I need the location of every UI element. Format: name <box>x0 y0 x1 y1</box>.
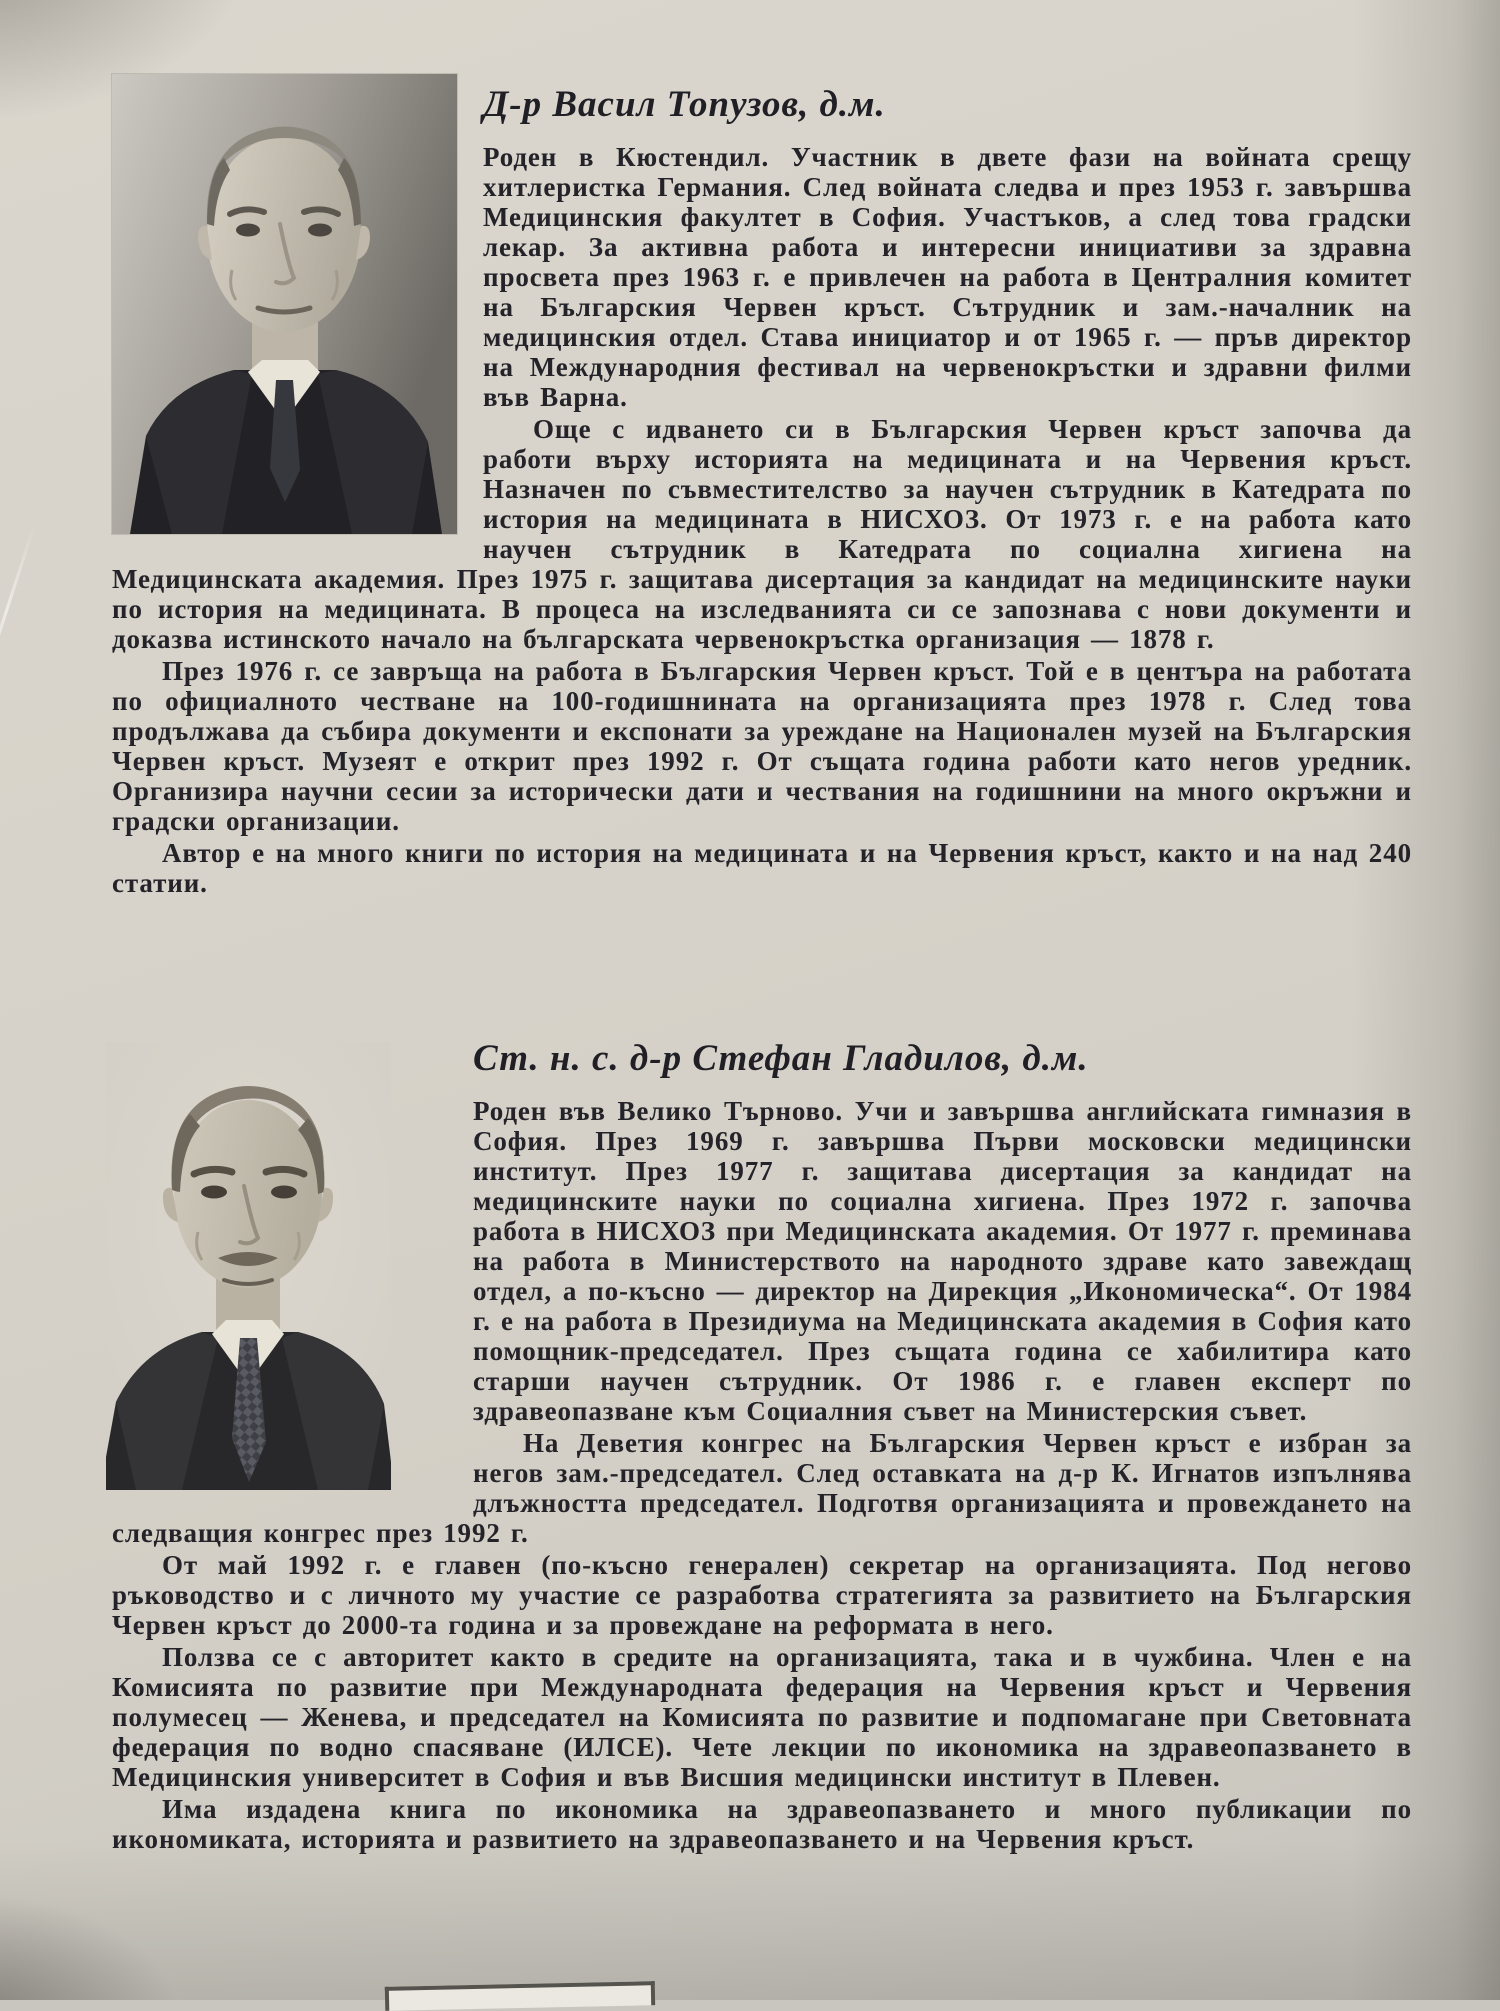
paper-crease-line <box>0 524 36 715</box>
biography-section-gladilov <box>112 1022 1412 1856</box>
bio-paragraph: Роден във Велико Търново. Учи и завършва английската гимназия в София. През 1969 г. завършва Първи московски медицински институт. През 1977 г. защитава дисертация за кандидат на медицинските науки по социална хигиена. През 1972 г. започва работа в НИСХОЗ при Медицинската академия. От 1977 г. преминава на работа в Министерството на народното здраве като завеждащ отдел, а по-късно — директор на Дирекция „Икономическа“. От 1984 г. е на работа в Президиума на Медицинската академия в София като помощник-председател. През същата година се хабилитира като старши научен сътрудник. От 1986 г. е главен експерт по здравеопазване към Социалния съвет на Министерския съвет. <box>473 1096 1412 1426</box>
bio-paragraph: Има издадена книга по икономика на здравеопазването и много публикации по икономиката, историята и развитието на здравеопазването и на Червения кръст. <box>112 1794 1412 1854</box>
bio-paragraph: През 1976 г. се завръща на работа в Българския Червен кръст. Той е в центъра на работата по официалното честване на 100-годишнината на организацията през 1978 г. След това продължава да събира документи и експонати за уреждане на Национален музей на Българския Червен кръст. Музеят е открит през 1992 г. От същата година работи като негов уредник. Организира научни сесии за исторически дати и чествания на годишнини на много окръжни и градски организации. <box>112 656 1412 836</box>
portrait-topuzov-image <box>112 74 457 534</box>
bio-paragraph: Автор е на много книги по история на медицината и на Червения кръст, както и на над 240 статии. <box>112 838 1412 898</box>
bio-paragraph: Ползва се с авторитет както в средите на организацията, така и в чужбина. Член е на Комисията по развитие при Международната федерация на Червения кръст и Червения полумесец — Женева, и председател на Комисията по развитие и подпомагане при Световната федерация по водно спасяване (ИЛСЕ). Чете лекции по икономика на здравеопазването в Медицинския университет в София и във Висшия медицински институт в Плевен. <box>112 1642 1412 1792</box>
portrait-photo-gladilov <box>106 1042 391 1490</box>
bio-title-gladilov: Ст. н. с. д-р Стефан Гладилов, д.м. <box>473 1038 1089 1079</box>
bio-paragraph: Роден в Кюстендил. Участник в двете фази на войната срещу хитлеристка Германия. След войната следва и през 1953 г. завършва Медицинския факултет в София. Участъков, а след това градски лекар. За активна работа и интересни инициативи за здравна просвета през 1963 г. е привлечен на работа в Централния комитет на Българския Червен кръст. Сътрудник и зам.-началник на медицинския отдел. Става инициатор и от 1965 г. — пръв директор на Международния фестивал на червенокръстки и здравни филми във Варна. <box>483 142 1412 412</box>
bio-paragraph: На Деветия конгрес на Българския Червен кръст е избран за негов зам.-председател. След оставката на д-р К. Игнатов изпълнява длъжността председател. Подготвя организацията и провеждането на следващия конгрес през 1992 г. <box>112 1428 1412 1548</box>
partial-photo-frame-bottom-edge <box>385 1981 655 2011</box>
biography-section-topuzov <box>112 58 1412 900</box>
bio-paragraph: От май 1992 г. е главен (по-късно генерален) секретар на организацията. Под негово ръководство и с личното му участие се разработва стратегията за развитието на Българския Червен кръст до 2000-та година и за провеждане на реформата в него. <box>112 1550 1412 1640</box>
bio-title-topuzov: Д-р Васил Топузов, д.м. <box>483 84 886 125</box>
bio-paragraph: Още с идването си в Българския Червен кръст започва да работи върху историята на медицината и на Червения кръст. Назначен по съвместителство за научен сътрудник в Катедрата по история на медицината в НИСХОЗ. От 1973 г. е на работа като научен сътрудник в Катедрата по социална хигиена на Медицинската академия. През 1975 г. защитава дисертация за кандидат на медицинските науки по история на медицината. В процеса на изследванията си се запознава с нови документи и доказва истинското начало на българската червенокръстка организация — 1878 г. <box>112 414 1412 654</box>
portrait-photo-topuzov <box>112 74 457 534</box>
portrait-gladilov-image <box>106 1042 391 1490</box>
